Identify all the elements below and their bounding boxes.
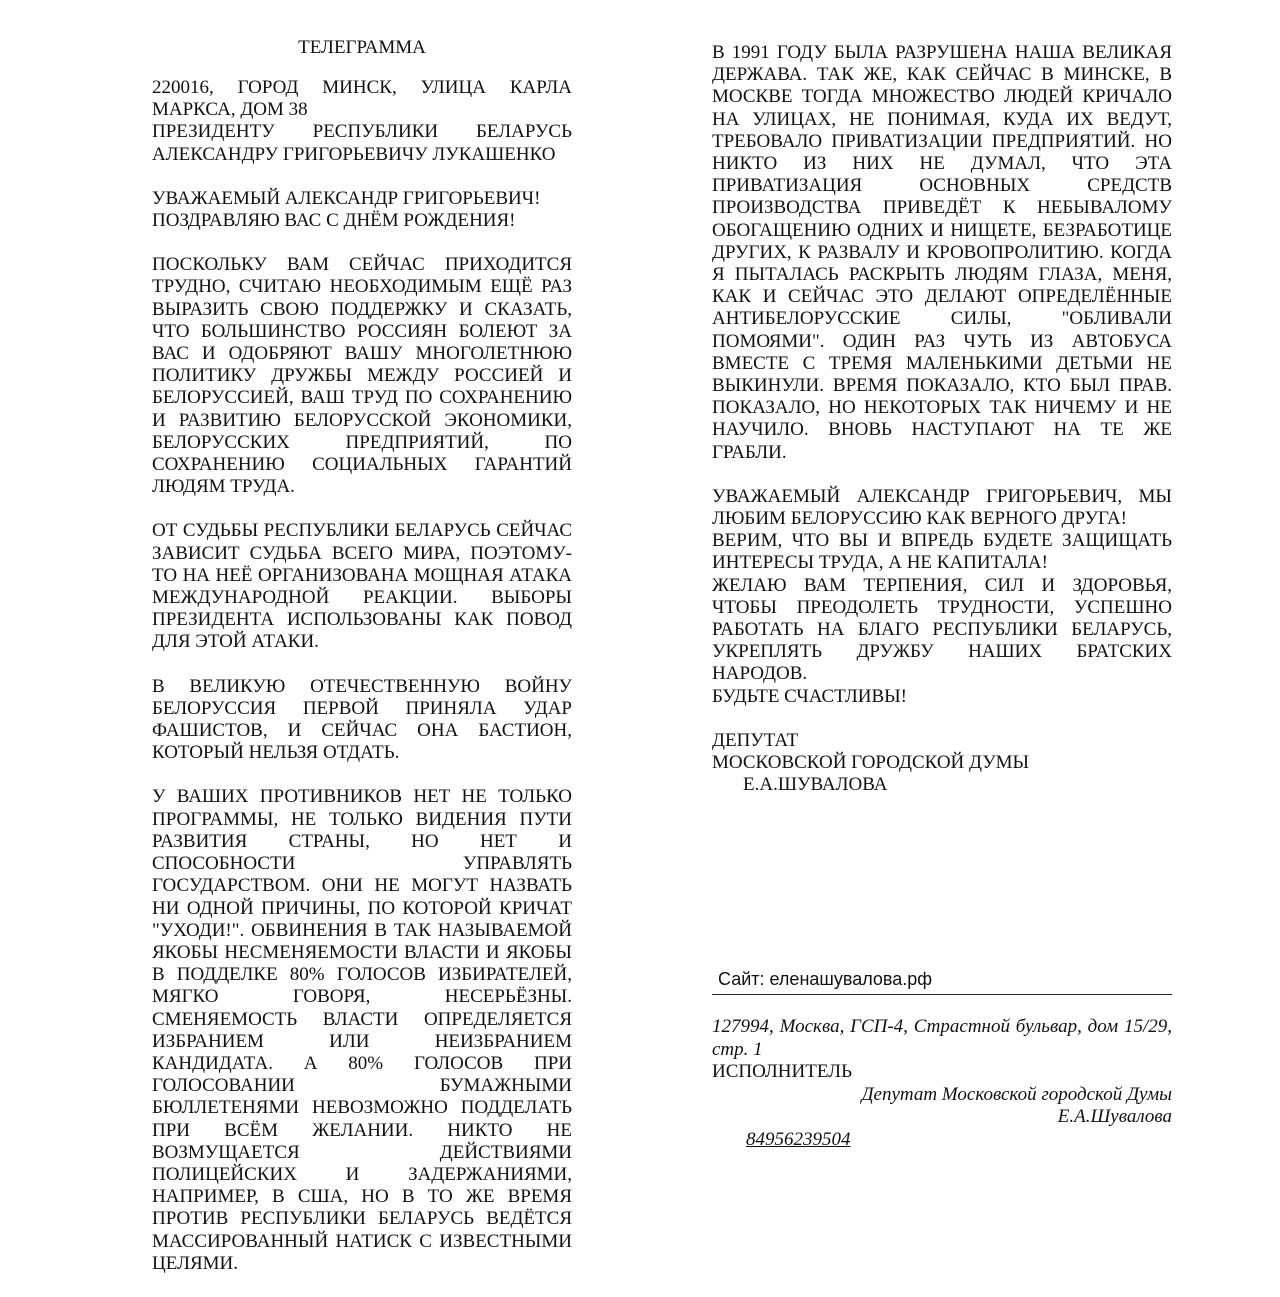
website-text: Сайт: еленашувалова.рф	[718, 969, 933, 989]
closing-line: БУДЬТЕ СЧАСТЛИВЫ!	[712, 685, 908, 707]
executor-name: Е.А.Шувалова	[1057, 1106, 1172, 1127]
sender-info	[712, 1016, 1172, 1151]
phone-number[interactable]: 84956239504	[746, 1128, 851, 1150]
body-paragraph: В ВЕЛИКУЮ ОТЕЧЕСТВЕННУЮ ВОЙНУ БЕЛОРУССИЯ ПЕРВОЙ ПРИНЯЛА УДАР ФАШИСТОВ, И СЕЙЧАС ОНА БАСТИОН, КОТОРЫЙ НЕЛЬЗЯ ОТДАТЬ.	[152, 675, 572, 764]
address-line: АЛЕКСАНДРУ ГРИГОРЬЕВИЧУ ЛУКАШЕНКО	[152, 143, 556, 165]
greeting-line: ПОЗДРАВЛЯЮ ВАС С ДНЁМ РОЖДЕНИЯ!	[152, 210, 516, 232]
recipient-address	[152, 77, 572, 166]
left-column	[152, 77, 572, 1297]
greeting	[152, 188, 572, 232]
right-column	[712, 42, 1172, 797]
executor-title: Депутат Московской городской Думы	[861, 1083, 1172, 1105]
address-line: ПРЕЗИДЕНТУ РЕСПУБЛИКИ БЕЛАРУСЬ	[152, 121, 572, 143]
body-paragraph: У ВАШИХ ПРОТИВНИКОВ НЕТ НЕ ТОЛЬКО ПРОГРАММЫ, НЕ ТОЛЬКО ВИДЕНИЯ ПУТИ РАЗВИТИЯ СТРАНЫ, НО НЕТ И СПОСОБНОСТИ УПРАВЛЯТЬ ГОСУДАРСТВОМ. ОНИ НЕ МОГУТ НАЗВАТЬ НИ ОДНОЙ ПРИЧИНЫ, ПО КОТОРОЙ КРИЧАТ "УХОДИ!". ОБВИНЕНИЯ В ТАК НАЗЫВАЕМОЙ ЯКОБЫ НЕСМЕНЯЕМОСТИ ВЛАСТИ И ЯКОБЫ В ПОДДЕЛКЕ 80% ГОЛОСОВ ИЗБИРАТЕЛЕЙ, МЯГКО ГОВОРЯ, НЕСЕРЬЁЗНЫ. СМЕНЯЕМОСТЬ ВЛАСТИ ОПРЕДЕЛЯЕТСЯ ИЗБРАНИЕМ ИЛИ НЕИЗБРАНИЕМ КАНДИДАТА. А 80% ГОЛОСОВ ПРИ ГОЛОСОВАНИИ БУМАЖНЫМИ БЮЛЛЕТЕНЯМИ НЕВОЗМОЖНО ПОДДЕЛАТЬ ПРИ ВСЁМ ЖЕЛАНИИ. НИКТО НЕ ВОЗМУЩАЕТСЯ ДЕЙСТВИЯМИ ПОЛИЦЕЙСКИХ И ЗАДЕРЖАНИЯМИ, НАПРИМЕР, В США, НО В ТО ЖЕ ВРЕМЯ ПРОТИВ РЕСПУБЛИКИ БЕЛАРУСЬ ВЕДЁТСЯ МАССИРОВАННЫЙ НАТИСК С ИЗВЕСТНЫМИ ЦЕЛЯМИ.	[152, 786, 572, 1274]
telegram-title: ТЕЛЕГРАММА	[298, 37, 426, 58]
body-paragraph: В 1991 ГОДУ БЫЛА РАЗРУШЕНА НАША ВЕЛИКАЯ ДЕРЖАВА. ТАК ЖЕ, КАК СЕЙЧАС В МИНСКЕ, В МОСКВЕ ТОГДА МНОЖЕСТВО ЛЮДЕЙ КРИЧАЛО НА УЛИЦАХ, НЕ ПОНИМАЯ, КУДА ИХ ВЕДУТ, ТРЕБОВАЛО ПРИВАТИЗАЦИИ ПРЕДПРИЯТИЙ. НО НИКТО ИЗ НИХ НЕ ДУМАЛ, ЧТО ЭТА ПРИВАТИЗАЦИЯ ОСНОВНЫХ СРЕДСТВ ПРОИЗВОДСТВА ПРИВЕДЁТ К НЕБЫВАЛОМУ ОБОГАЩЕНИЮ ОДНИХ И НИЩЕТЕ, БЕЗРАБОТИЦЕ ДРУГИХ, К РАЗВАЛУ И КРОВОПРОЛИТИЮ. КОГДА Я ПЫТАЛАСЬ РАСКРЫТЬ ЛЮДЯМ ГЛАЗА, МЕНЯ, КАК И СЕЙЧАС ЭТО ДЕЛАЮТ ОПРЕДЕЛЁННЫЕ АНТИБЕЛОРУССКИЕ СИЛЫ, "ОБЛИВАЛИ ПОМОЯМИ". ОДИН РАЗ ЧУТЬ ИЗ АВТОБУСА ВМЕСТЕ С ТРЕМЯ МАЛЕНЬКИМИ ДЕТЬМИ НЕ ВЫКИНУЛИ. ВРЕМЯ ПОКАЗАЛО, КТО БЫЛ ПРАВ. ПОКАЗАЛО, НО НЕКОТОРЫХ ТАК НИЧЕМУ И НЕ НАУЧИЛО. ВНОВЬ НАСТУПАЮТ НА ТЕ ЖЕ ГРАБЛИ.	[712, 42, 1172, 463]
website-line	[712, 968, 1172, 995]
signature-line: МОСКОВСКОЙ ГОРОДСКОЙ ДУМЫ	[712, 752, 1030, 774]
signature-block	[712, 730, 1172, 797]
body-paragraph: ОТ СУДЬБЫ РЕСПУБЛИКИ БЕЛАРУСЬ СЕЙЧАС ЗАВИСИТ СУДЬБА ВСЕГО МИРА, ПОЭТОМУ-ТО НА НЕЁ ОРГАНИЗОВАНА МОЩНАЯ АТАКА МЕЖДУНАРОДНОЙ РЕАКЦИИ. ВЫБОРЫ ПРЕЗИДЕНТА ИСПОЛЬЗОВАНЫ КАК ПОВОД ДЛЯ ЭТОЙ АТАКИ.	[152, 520, 572, 653]
signature-line: ДЕПУТАТ	[712, 729, 799, 751]
executor-label: ИСПОЛНИТЕЛЬ	[712, 1061, 852, 1082]
address-line: МАРКСА, ДОМ 38	[152, 99, 308, 121]
signature-name: Е.А.ШУВАЛОВА	[743, 774, 888, 796]
sender-address: 127994, Москва, ГСП-4, Страстной бульвар, дом 15/29, стр. 1	[712, 1016, 1172, 1060]
closing-block	[712, 486, 1172, 708]
closing-line: УВАЖАЕМЫЙ АЛЕКСАНДР ГРИГОРЬЕВИЧ, МЫ ЛЮБИМ БЕЛОРУССИЮ КАК ВЕРНОГО ДРУГА!	[712, 485, 1172, 530]
address-line: 220016, ГОРОД МИНСК, УЛИЦА КАРЛА	[152, 77, 572, 98]
body-paragraph: ПОСКОЛЬКУ ВАМ СЕЙЧАС ПРИХОДИТСЯ ТРУДНО, СЧИТАЮ НЕОБХОДИМЫМ ЕЩЁ РАЗ ВЫРАЗИТЬ СВОЮ ПОДДЕРЖКУ И СКАЗАТЬ, ЧТО БОЛЬШИНСТВО РОССИЯН БОЛЕЮТ ЗА ВАС И ОДОБРЯЮТ ВАШУ МНОГОЛЕТНЮЮ ПОЛИТИКУ ДРУЖБЫ МЕЖДУ РОССИЕЙ И БЕЛОРУССИЕЙ, ВАШ ТРУД ПО СОХРАНЕНИЮ И РАЗВИТИЮ БЕЛОРУССКОЙ ЭКОНОМИКИ, БЕЛОРУССКИХ ПРЕДПРИЯТИЙ, ПО СОХРАНЕНИЮ СОЦИАЛЬНЫХ ГАРАНТИЙ ЛЮДЯМ ТРУДА.	[152, 254, 572, 498]
closing-line: ЖЕЛАЮ ВАМ ТЕРПЕНИЯ, СИЛ И ЗДОРОВЬЯ, ЧТОБЫ ПРЕОДОЛЕТЬ ТРУДНОСТИ, УСПЕШНО РАБОТАТЬ НА БЛАГО РЕСПУБЛИКИ БЕЛАРУСЬ, УКРЕПЛЯТЬ ДРУЖБУ НАШИХ БРАТСКИХ НАРОДОВ.	[712, 574, 1172, 685]
greeting-line: УВАЖАЕМЫЙ АЛЕКСАНДР ГРИГОРЬЕВИЧ!	[152, 187, 541, 209]
closing-line: ВЕРИМ, ЧТО ВЫ И ВПРЕДЬ БУДЕТЕ ЗАЩИЩАТЬ ИНТЕРЕСЫ ТРУДА, А НЕ КАПИТАЛА!	[712, 530, 1172, 574]
